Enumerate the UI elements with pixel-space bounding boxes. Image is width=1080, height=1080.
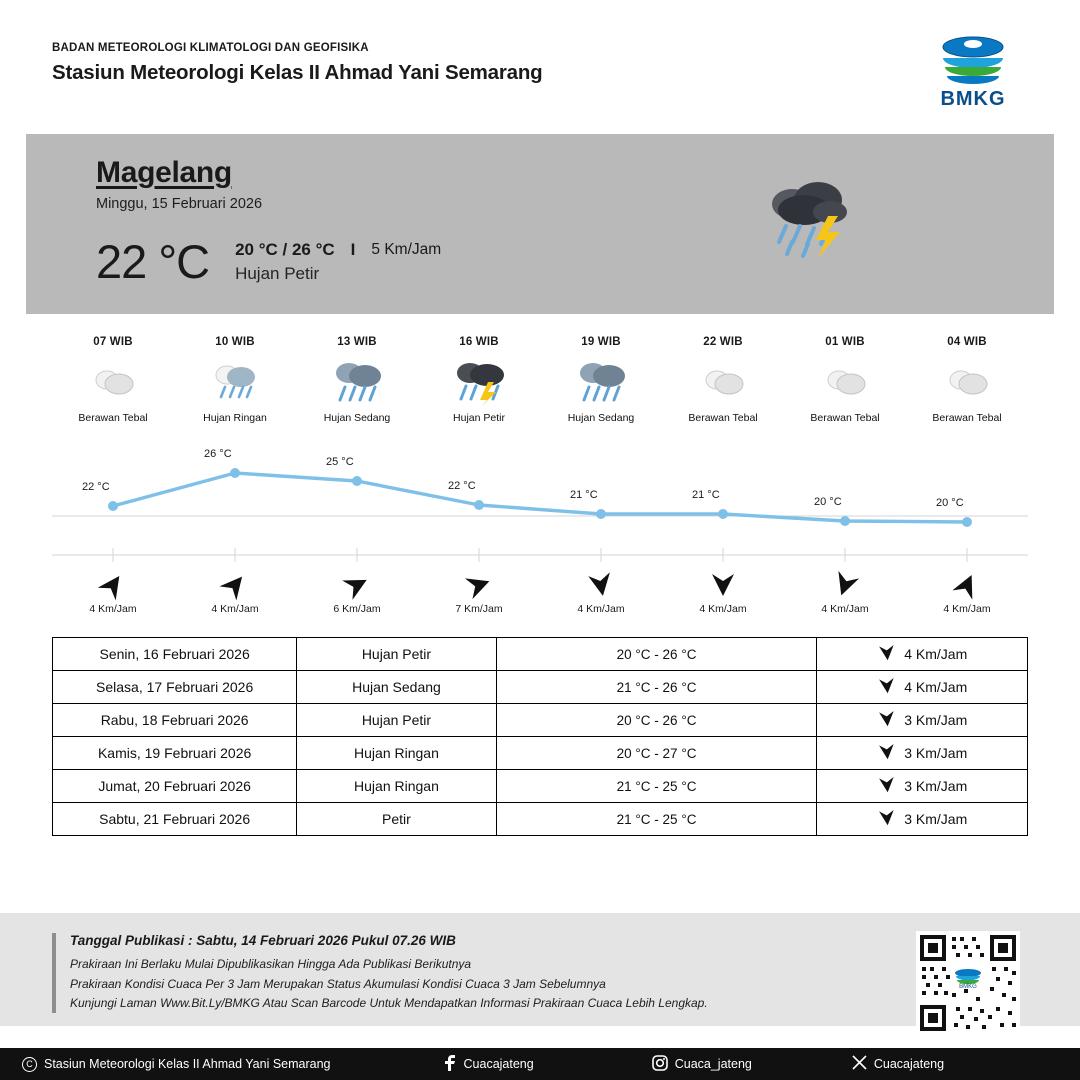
wind-direction-arrow-icon (418, 568, 540, 602)
current-temperature: 22 °C (96, 235, 210, 288)
forecast-temp-range: 21 °C - 25 °C (496, 770, 817, 803)
twitter-handle[interactable] (852, 1055, 944, 1073)
publication-date: Tanggal Publikasi : Sabtu, 14 Februari 2026 Pukul 07.26 WIB (70, 933, 456, 948)
table-row (53, 803, 1028, 836)
wind-speed: 4 Km/Jam (904, 646, 968, 662)
note-line-3: Kunjungi Laman Www.Bit.Ly/BMKG Atau Scan Barcode Untuk Mendapatkan Informasi Prakiraan Cuaca Lebih Lengkap. (70, 996, 708, 1011)
forecast-temp-range: 21 °C - 26 °C (496, 671, 817, 704)
table-row (53, 737, 1028, 770)
wind-speed: 4 Km/Jam (943, 603, 991, 615)
wind-speed: 3 Km/Jam (904, 778, 968, 794)
cloudy-icon (662, 354, 784, 410)
wind-speed: 7 Km/Jam (455, 603, 503, 615)
wind-direction-arrow-icon (540, 568, 662, 602)
wind-axis (52, 542, 1028, 568)
wind-speed: 4 Km/Jam (699, 603, 747, 615)
hour-condition: Berawan Tebal (810, 412, 880, 424)
wind-col-7 (906, 568, 1028, 615)
note-inner (52, 933, 1028, 1013)
chart-label-7: 20 °C (936, 497, 964, 509)
min-max-wind-line (235, 240, 441, 260)
hour-col-4 (540, 336, 662, 424)
wind-col-1 (174, 568, 296, 615)
forecast-condition: Hujan Ringan (297, 770, 496, 803)
facebook-icon (443, 1055, 457, 1074)
current-conditions-row (96, 234, 1054, 289)
table-row (53, 671, 1028, 704)
city-name: Magelang (96, 156, 232, 189)
qr-code-icon[interactable] (916, 931, 1020, 1035)
forecast-condition: Hujan Ringan (297, 737, 496, 770)
thunderstorm-icon (418, 354, 540, 410)
agency-name: BADAN METEOROLOGI KLIMATOLOGI DAN GEOFISIKA (52, 42, 369, 54)
hour-condition: Berawan Tebal (932, 412, 1002, 424)
current-condition-text: Hujan Petir (235, 263, 320, 283)
wind-direction-arrow-icon (784, 568, 906, 602)
wind-col-0 (52, 568, 174, 615)
wind-col-5 (662, 568, 784, 615)
banner-date: Minggu, 15 Februari 2026 (96, 196, 263, 212)
twitter-x-icon (852, 1055, 867, 1073)
wind-col-2 (296, 568, 418, 615)
wind-direction-arrow-icon (877, 742, 897, 765)
forecast-temp-range: 20 °C - 27 °C (496, 737, 817, 770)
wind-speed: 6 Km/Jam (333, 603, 381, 615)
wind-speed: 3 Km/Jam (904, 745, 968, 761)
wind-speed: 3 Km/Jam (904, 712, 968, 728)
bmkg-logo-text: BMKG (940, 88, 1006, 110)
thunderstorm-rain-icon (758, 176, 854, 267)
bmkg-logo (918, 34, 1028, 111)
bmkg-logo-icon (935, 34, 1011, 86)
wind-forecast-row (52, 568, 1028, 615)
forecast-temp-range: 21 °C - 25 °C (496, 803, 817, 836)
wind-speed: 4 Km/Jam (821, 603, 869, 615)
cloudy-icon (52, 354, 174, 410)
chart-label-6: 20 °C (814, 496, 842, 508)
wind-direction-arrow-icon (174, 568, 296, 602)
forecast-temp-range: 20 °C - 26 °C (496, 704, 817, 737)
hour-col-3 (418, 336, 540, 424)
forecast-day: Sabtu, 21 Februari 2026 (53, 803, 297, 836)
svg-text:BMKG: BMKG (959, 984, 977, 990)
current-weather-banner (26, 134, 1054, 314)
hour-time: 19 WIB (581, 336, 621, 348)
forecast-condition: Petir (297, 803, 496, 836)
temperature-chart (52, 430, 1028, 540)
forecast-wind (817, 737, 1028, 770)
forecast-day: Jumat, 20 Februari 2026 (53, 770, 297, 803)
wind-direction-arrow-icon (877, 643, 897, 666)
hour-time: 22 WIB (703, 336, 743, 348)
copyright-station (22, 1057, 331, 1072)
hour-time: 01 WIB (825, 336, 865, 348)
page-header (0, 0, 1080, 120)
forecast-condition: Hujan Sedang (297, 671, 496, 704)
hour-col-5 (662, 336, 784, 424)
hour-condition: Hujan Sedang (323, 412, 391, 424)
forecast-wind (817, 671, 1028, 704)
note-line-2: Prakiraan Kondisi Cuaca Per 3 Jam Merupakan Status Akumulasi Kondisi Cuaca 3 Jam Sebelumnya (70, 976, 606, 991)
wind-direction-arrow-icon (662, 568, 784, 602)
chart-label-0: 22 °C (82, 481, 110, 493)
instagram-label: Cuaca_jateng (674, 1057, 752, 1071)
forecast-wind (817, 803, 1028, 836)
hour-time: 04 WIB (947, 336, 987, 348)
wind-speed: 4 Km/Jam (89, 603, 137, 615)
moderate-rain-icon (540, 354, 662, 410)
instagram-handle[interactable] (652, 1055, 752, 1074)
hour-col-0 (52, 336, 174, 424)
wind-direction-arrow-icon (296, 568, 418, 602)
wind-direction-arrow-icon (52, 568, 174, 602)
forecast-temp-range: 20 °C - 26 °C (496, 638, 817, 671)
chart-label-4: 21 °C (570, 489, 598, 501)
bottom-station-name: Stasiun Meteorologi Kelas II Ahmad Yani Semarang (44, 1057, 331, 1071)
forecast-day: Rabu, 18 Februari 2026 (53, 704, 297, 737)
hour-time: 13 WIB (337, 336, 377, 348)
forecast-condition: Hujan Petir (297, 704, 496, 737)
note-line-1: Prakiraan Ini Berlaku Mulai Dipublikasikan Hingga Ada Publikasi Berikutnya (70, 957, 472, 971)
hour-condition: Hujan Sedang (567, 412, 635, 424)
wind-direction-arrow-icon (877, 808, 897, 831)
forecast-wind (817, 704, 1028, 737)
current-details (235, 240, 441, 284)
facebook-handle[interactable] (443, 1055, 534, 1074)
forecast-condition: Hujan Petir (297, 638, 496, 671)
current-wind-speed: 5 Km/Jam (371, 240, 442, 258)
light-rain-icon (174, 354, 296, 410)
wind-col-4 (540, 568, 662, 615)
forecast-wind (817, 638, 1028, 671)
chart-label-5: 21 °C (692, 489, 720, 501)
copyright-icon: C (22, 1057, 37, 1072)
hour-time: 10 WIB (215, 336, 255, 348)
instagram-icon (652, 1055, 668, 1074)
cloudy-icon (784, 354, 906, 410)
bottom-bar (0, 1048, 1080, 1080)
forecast-day: Selasa, 17 Februari 2026 (53, 671, 297, 704)
facebook-label: Cuacajateng (463, 1057, 534, 1071)
wind-direction-arrow-icon (906, 568, 1028, 602)
header-text-block (52, 42, 543, 85)
hour-condition: Hujan Petir (453, 412, 505, 424)
hour-condition: Hujan Ringan (203, 412, 267, 424)
wind-col-3 (418, 568, 540, 615)
publication-note-band (0, 913, 1080, 1026)
forecast-wind (817, 770, 1028, 803)
hour-time: 07 WIB (93, 336, 133, 348)
hour-col-1 (174, 336, 296, 424)
wind-col-6 (784, 568, 906, 615)
detail-separator: I (350, 239, 356, 259)
hour-col-6 (784, 336, 906, 424)
cloudy-icon (906, 354, 1028, 410)
twitter-label: Cuacajateng (873, 1057, 945, 1071)
hourly-forecast-row (52, 336, 1028, 424)
station-name: Stasiun Meteorologi Kelas II Ahmad Yani Semarang (52, 61, 543, 84)
weekly-forecast-table (52, 637, 1028, 836)
table-row (53, 638, 1028, 671)
table-row (53, 704, 1028, 737)
hour-time: 16 WIB (459, 336, 499, 348)
forecast-day: Kamis, 19 Februari 2026 (53, 737, 297, 770)
moderate-rain-icon (296, 354, 418, 410)
wind-speed: 4 Km/Jam (211, 603, 259, 615)
chart-label-1: 26 °C (204, 448, 232, 460)
forecast-day: Senin, 16 Februari 2026 (53, 638, 297, 671)
hour-condition: Berawan Tebal (78, 412, 148, 424)
chart-label-3: 22 °C (448, 480, 476, 492)
wind-speed: 3 Km/Jam (904, 811, 968, 827)
wind-direction-arrow-icon (877, 709, 897, 732)
table-row (53, 770, 1028, 803)
wind-direction-arrow-icon (877, 775, 897, 798)
wind-speed: 4 Km/Jam (904, 679, 968, 695)
wind-direction-arrow-icon (877, 676, 897, 699)
wind-speed: 4 Km/Jam (577, 603, 625, 615)
hour-col-7 (906, 336, 1028, 424)
hour-col-2 (296, 336, 418, 424)
min-max-temperature: 20 °C / 26 °C (235, 239, 335, 259)
chart-label-2: 25 °C (326, 456, 354, 468)
hour-condition: Berawan Tebal (688, 412, 758, 424)
